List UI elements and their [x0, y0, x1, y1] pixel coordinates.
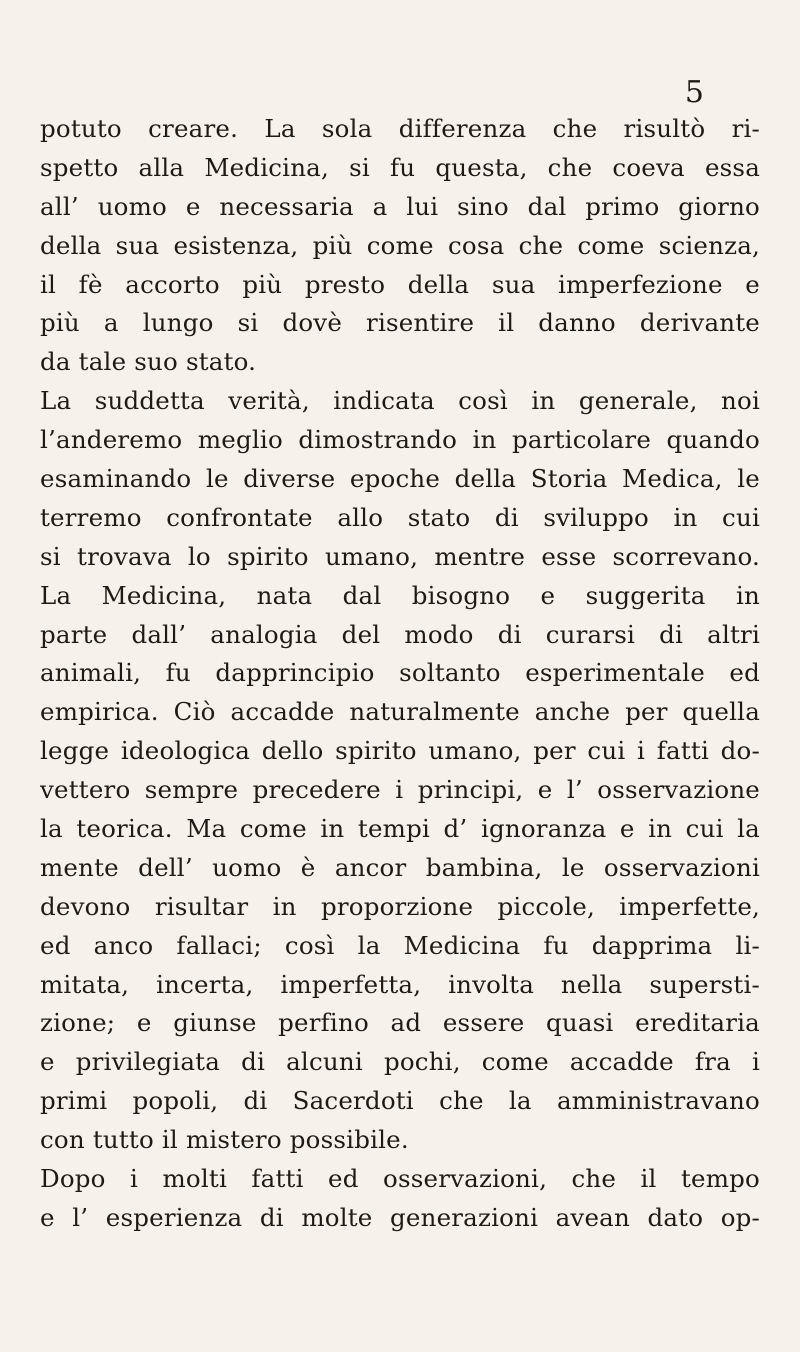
text-line: la teorica. Ma come in tempi d’ ignoranza e in cui la	[40, 814, 760, 844]
text-line: Dopo i molti fatti ed osservazioni, che il tempo	[40, 1164, 760, 1194]
text-line: mitata, incerta, imperfetta, involta nella supersti-	[40, 969, 760, 999]
text-line: legge ideologica dello spirito umano, per cui i fatti do-	[40, 736, 760, 766]
body-text	[40, 110, 760, 1238]
text-line: ed anco fallaci; così la Medicina fu dapprima li-	[40, 930, 760, 960]
text-line: mente dell’ uomo è ancor bambina, le osservazioni	[40, 852, 760, 882]
text-line: della sua esistenza, più come cosa che come scienza,	[40, 230, 760, 260]
text-line: primi popoli, di Sacerdoti che la amministravano	[40, 1086, 760, 1116]
page-number: 5	[684, 75, 704, 110]
text-line: si trovava lo spirito umano, mentre esse scorrevano.	[40, 541, 760, 571]
text-line: parte dall’ analogia del modo di curarsi di altri	[40, 619, 760, 649]
text-line: e l’ esperienza di molte generazioni avean dato op-	[40, 1202, 760, 1232]
text-line: all’ uomo e necessaria a lui sino dal primo giorno	[40, 191, 760, 221]
text-line: devono risultar in proporzione piccole, imperfette,	[40, 891, 760, 921]
text-line: zione; e giunse perfino ad essere quasi ereditaria	[40, 1008, 760, 1038]
text-line: più a lungo si dovè risentire il danno derivante	[40, 308, 760, 338]
text-line: empirica. Ciò accadde naturalmente anche per quella	[40, 697, 760, 727]
text-line: l’anderemo meglio dimostrando in particolare quando	[40, 425, 760, 455]
text-line: esaminando le diverse epoche della Storia Medica, le	[40, 464, 760, 494]
text-line: con tutto il mistero possibile.	[40, 1125, 409, 1155]
text-line: vettero sempre precedere i principi, e l’ osservazione	[40, 775, 760, 805]
text-line: spetto alla Medicina, si fu questa, che coeva essa	[40, 152, 760, 182]
text-line: La suddetta verità, indicata così in generale, noi	[40, 386, 760, 416]
text-line: animali, fu dapprincipio soltanto esperimentale ed	[40, 658, 760, 688]
text-line: La Medicina, nata dal bisogno e suggerita in	[40, 580, 760, 610]
text-line: terremo confrontate allo stato di sviluppo in cui	[40, 502, 760, 532]
text-line: e privilegiata di alcuni pochi, come accadde fra i	[40, 1047, 760, 1077]
text-line: da tale suo stato.	[40, 347, 257, 377]
text-line: il fè accorto più presto della sua imperfezione e	[40, 269, 760, 299]
text-line: potuto creare. La sola differenza che risultò ri-	[40, 114, 760, 143]
